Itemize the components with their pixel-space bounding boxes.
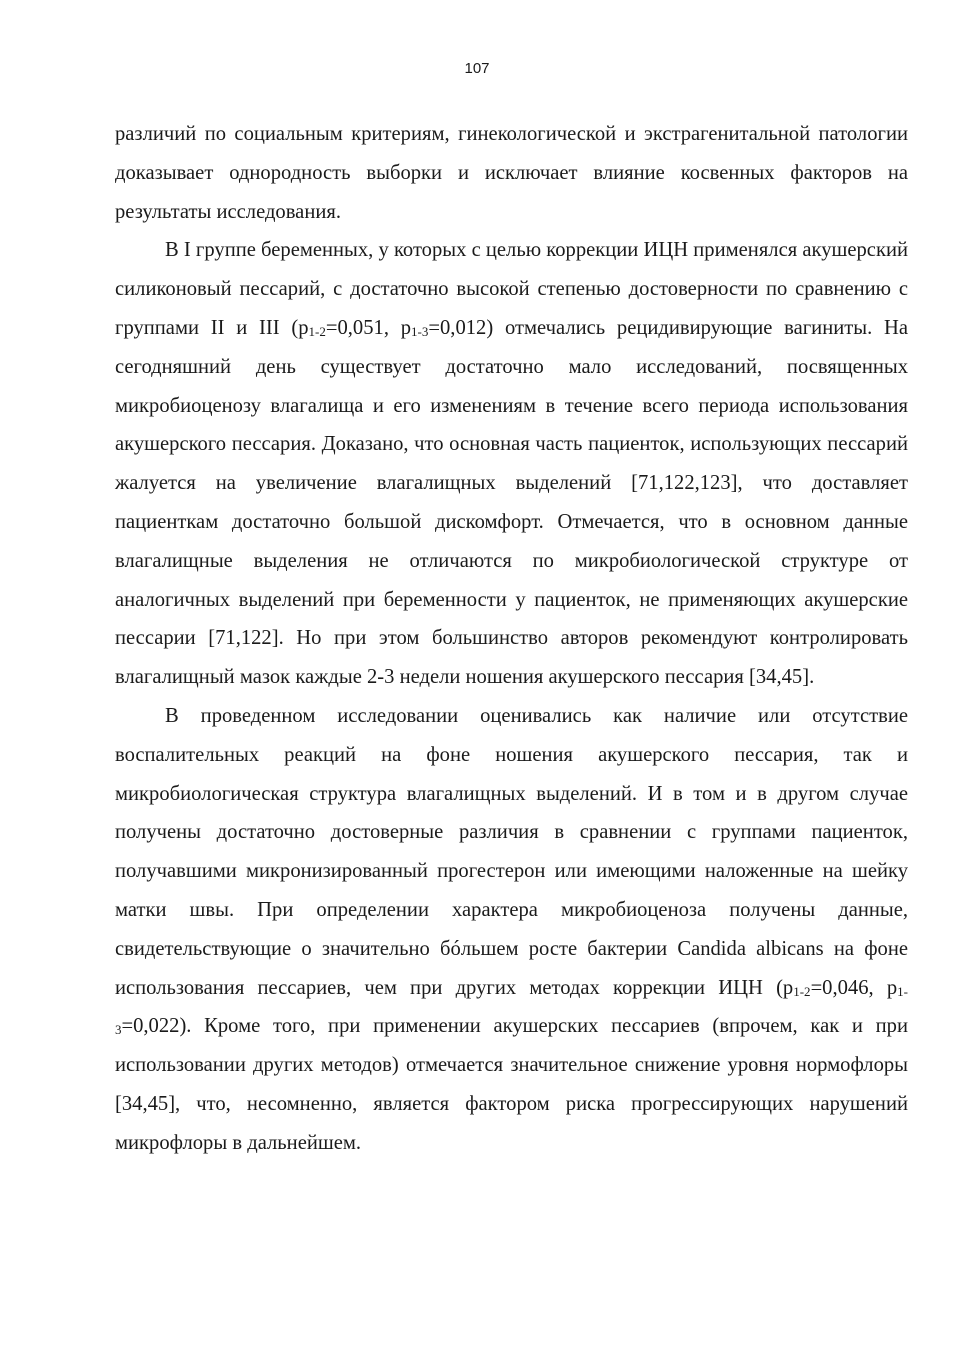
paragraph-text: =0,046, p [810, 976, 898, 999]
paragraph-text: =0,051, p [325, 316, 412, 339]
paragraph-text: =0,022). Кроме того, при применении акушерских пессариев (впрочем, как и при использовании других методов) отмечается значительное снижение уровня нормофлоры [34,45], что, несомненно, является фактором риска прогрессирующих нарушений микрофлоры в дальнейшем. [115, 1015, 908, 1154]
paragraph [115, 231, 908, 697]
p-value-subscript: 1-2 [308, 323, 326, 339]
paragraph-text: В I группе беременных, у которых с целью коррекции ИЦН применялся акушерский силиконовый пессарий, с достаточно высокой степенью достоверности по сравнению с группами II и III (p [115, 239, 908, 339]
paragraph-text: =0,012) отмечались рецидивирующие вагиниты. На сегодняшний день существует достаточно мало исследований, посвященных микробиоценозу влагалища и его изменениям в течение всего периода использования акушерского пессария. Доказано, что основная часть пациенток, использующих пессарий жалуется на увеличение влагалищных выделений [71,122,123], что доставляет пациенткам достаточно большой дискомфорт. Отмечается, что в основном данные влагалищные выделения не отличаются по микробиологической структуре от аналогичных выделений при беременности у пациенток, не применяющих акушерские пессарии [71,122]. Но при этом большинство авторов рекомендуют контролировать влагалищный мазок каждые 2-3 недели ношения акушерского пессария [34,45]. [115, 316, 908, 689]
paragraph-text: различий по социальным критериям, гинекологической и экстрагенитальной патологии доказывает однородность выборки и исключает влияние косвенных факторов на результаты исследования. [115, 123, 908, 223]
paragraph-text: В проведенном исследовании оценивались как наличие или отсутствие воспалительных реакций на фоне ношения акушерского пессария, так и микробиологическая структура влагалищных выделений. И в том и в другом случае получены достаточно достоверные различия в сравнении с группами пациенток, получавшими микронизированный прогестерон или имеющими наложенные на шейку матки швы. При определении характера микробиоценоза получены данные, свидетельствующие о значительно бóльшем росте бактерии Candida albicans на фоне использования пессариев, чем при других методах коррекции ИЦН (p [115, 704, 908, 999]
p-value-subscript: 1-3 [411, 323, 429, 339]
p-value-subscript: 1-2 [793, 983, 811, 999]
p-value-subscript: 1-3 [115, 983, 908, 1038]
document-body [115, 115, 908, 1163]
paragraph [115, 115, 908, 231]
paragraph [115, 697, 908, 1163]
page-number: 107 [464, 60, 490, 77]
